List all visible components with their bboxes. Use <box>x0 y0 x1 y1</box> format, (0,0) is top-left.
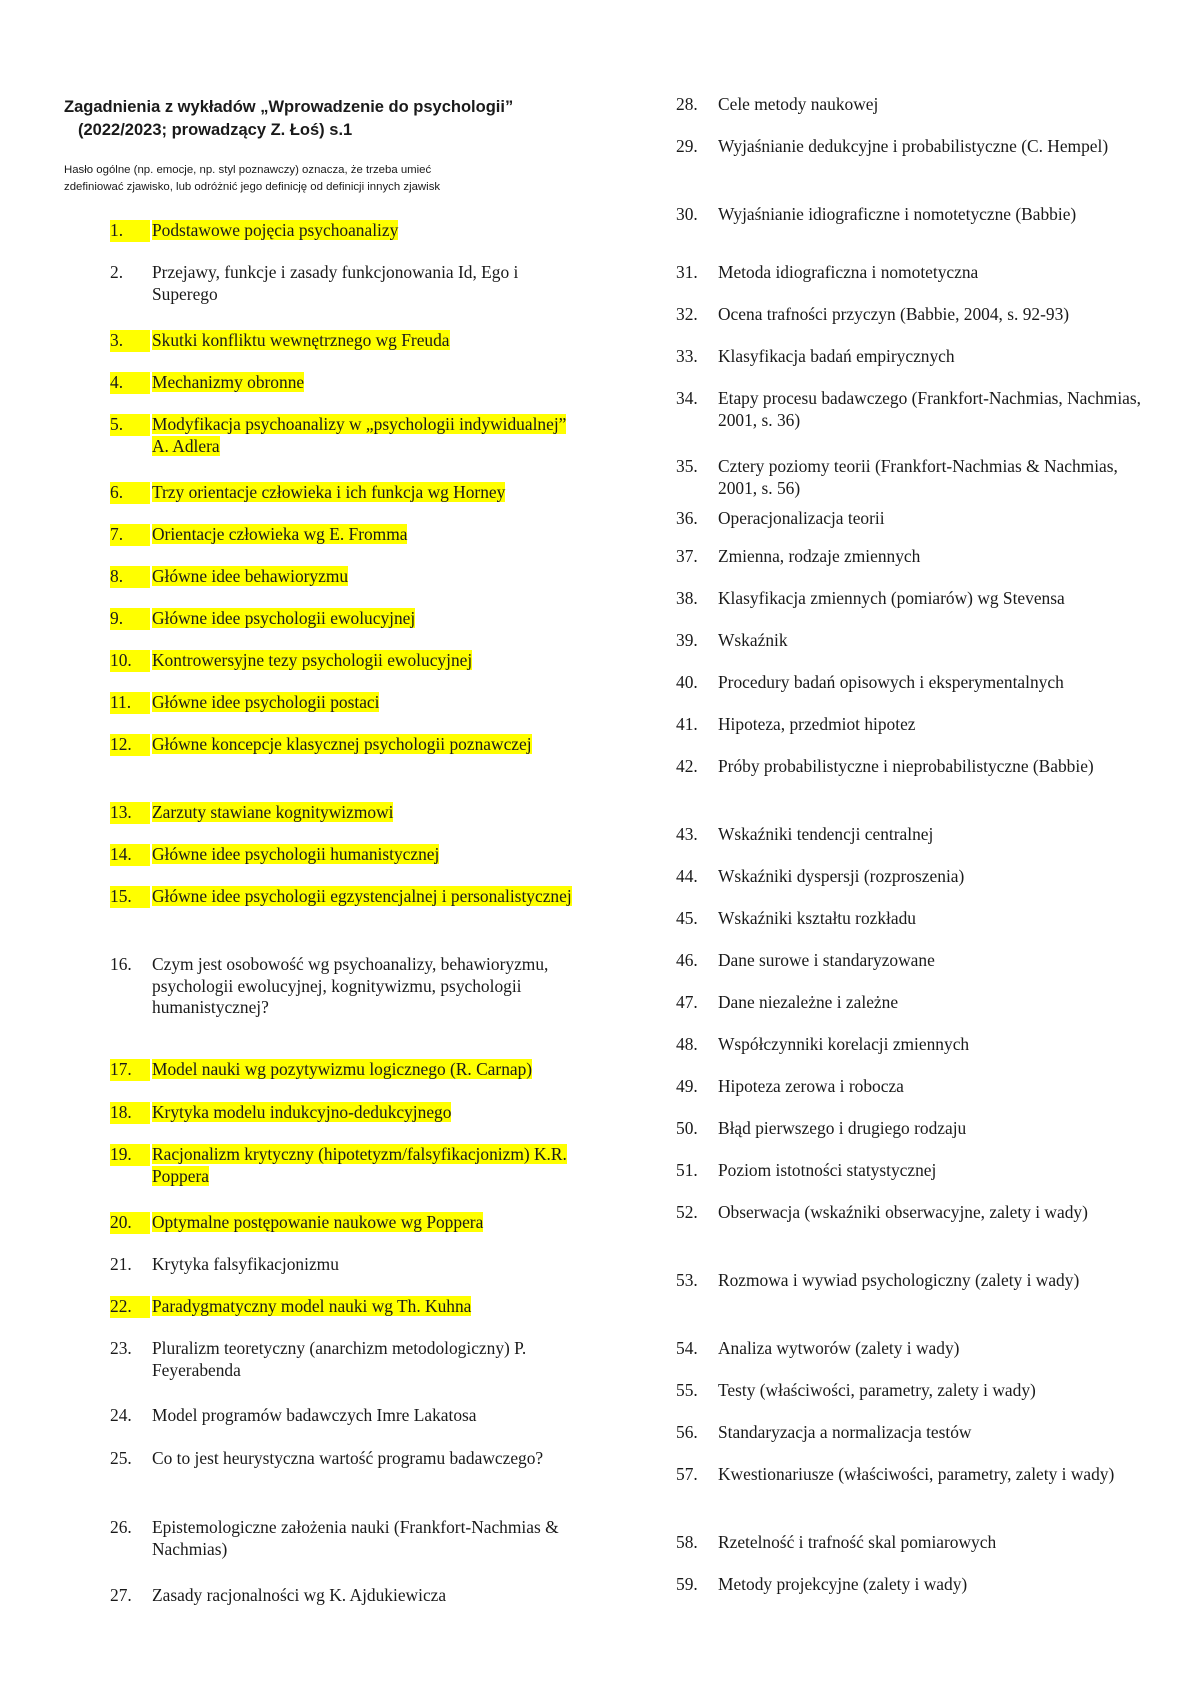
topic-number: 37. <box>676 546 698 566</box>
topic-text: Klasyfikacja zmiennych (pomiarów) wg Stevensa <box>718 588 1065 608</box>
topic-item <box>676 1160 1146 1182</box>
topic-number: 42. <box>676 756 698 776</box>
topic-number: 57. <box>676 1464 698 1484</box>
topic-number: 6. <box>110 482 150 504</box>
topic-number: 13. <box>110 802 150 824</box>
topic-item <box>676 136 1146 158</box>
topic-item <box>110 1144 580 1187</box>
topic-item <box>110 1296 580 1318</box>
topic-item <box>676 1422 1146 1444</box>
topic-item <box>110 482 580 504</box>
topic-text: Pluralizm teoretyczny (anarchizm metodologiczny) P. Feyerabenda <box>152 1338 527 1380</box>
topic-text: Orientacje człowieka wg E. Fromma <box>152 524 408 544</box>
topic-text: Model programów badawczych Imre Lakatosa <box>152 1405 477 1425</box>
document-header <box>64 96 604 196</box>
topic-number: 44. <box>676 866 698 886</box>
topic-text: Epistemologiczne założenia nauki (Frankfort-Nachmias & Nachmias) <box>152 1517 559 1559</box>
topic-text: Modyfikacja psychoanalizy w „psychologii indywidualnej” A. Adlera <box>152 414 567 456</box>
topic-text: Testy (właściwości, parametry, zalety i wady) <box>718 1380 1036 1400</box>
topic-text: Zmienna, rodzaje zmiennych <box>718 546 921 566</box>
topic-number: 10. <box>110 650 150 672</box>
topic-text: Hipoteza zerowa i robocza <box>718 1076 904 1096</box>
topic-item <box>110 372 580 394</box>
topic-number: 19. <box>110 1144 150 1166</box>
topic-text: Paradygmatyczny model nauki wg Th. Kuhna <box>152 1296 472 1316</box>
topic-text: Ocena trafności przyczyn (Babbie, 2004, s. 92-93) <box>718 304 1070 324</box>
topic-item <box>676 456 1146 499</box>
topic-text: Metoda idiograficzna i nomotetyczna <box>718 262 979 282</box>
topic-item <box>676 908 1146 930</box>
topic-text: Model nauki wg pozytywizmu logicznego (R. Carnap) <box>152 1059 533 1079</box>
topic-number: 29. <box>676 136 698 156</box>
topic-item <box>110 734 580 756</box>
topic-number: 41. <box>676 714 698 734</box>
topic-text: Optymalne postępowanie naukowe wg Poppera <box>152 1212 484 1232</box>
topic-number: 21. <box>110 1254 132 1274</box>
topic-number: 32. <box>676 304 698 324</box>
topic-text: Próby probabilistyczne i nieprobabilistyczne (Babbie) <box>718 756 1094 776</box>
topic-number: 40. <box>676 672 698 692</box>
topic-number: 15. <box>110 886 150 908</box>
topic-text: Krytyka modelu indukcyjno-dedukcyjnego <box>152 1102 452 1122</box>
topic-text: Etapy procesu badawczego (Frankfort-Nachmias, Nachmias, 2001, s. 36) <box>718 388 1142 430</box>
topic-text: Kwestionariusze (właściwości, parametry, zalety i wady) <box>718 1464 1115 1484</box>
topic-number: 38. <box>676 588 698 608</box>
general-note-line1: Hasło ogólne (np. emocje, np. styl poznawczy) oznacza, że trzeba umieć <box>64 164 432 176</box>
topic-text: Metody projekcyjne (zalety i wady) <box>718 1574 968 1594</box>
topic-number: 24. <box>110 1405 132 1425</box>
topic-text: Wyjaśnianie idiograficzne i nomotetyczne (Babbie) <box>718 204 1077 224</box>
topic-item <box>676 1338 1146 1360</box>
topic-item <box>110 1448 580 1470</box>
document-title-line1: Zagadnienia z wykładów „Wprowadzenie do psychologii” <box>64 98 514 116</box>
topic-number: 2. <box>110 262 124 282</box>
topic-text: Wskaźnik <box>718 630 788 650</box>
topic-text: Główne idee psychologii egzystencjalnej i personalistycznej <box>152 886 572 906</box>
topic-number: 33. <box>676 346 698 366</box>
topic-item <box>110 1517 580 1560</box>
topic-text: Zasady racjonalności wg K. Ajdukiewicza <box>152 1585 447 1605</box>
topic-text: Wyjaśnianie dedukcyjne i probabilistyczne (C. Hempel) <box>718 136 1109 156</box>
topic-number: 51. <box>676 1160 698 1180</box>
general-note-line2: zdefiniować zjawisko, lub odróżnić jego definicję od definicji innych zjawisk <box>64 181 441 193</box>
topic-number: 56. <box>676 1422 698 1442</box>
topic-item <box>110 886 580 908</box>
topic-item <box>676 304 1146 326</box>
topic-number: 48. <box>676 1034 698 1054</box>
topic-item <box>110 262 580 305</box>
topic-text: Racjonalizm krytyczny (hipotetyzm/falsyfikacjonizm) K.R. Poppera <box>152 1144 567 1186</box>
topic-item <box>110 1254 580 1276</box>
topic-text: Hipoteza, przedmiot hipotez <box>718 714 916 734</box>
topic-text: Zarzuty stawiane kognitywizmowi <box>152 802 394 822</box>
topic-item <box>676 262 1146 284</box>
topic-item <box>110 1405 580 1427</box>
topic-number: 11. <box>110 692 150 714</box>
topic-text: Poziom istotności statystycznej <box>718 1160 937 1180</box>
topic-item <box>676 1532 1146 1554</box>
topic-number: 5. <box>110 414 150 436</box>
topic-text: Czym jest osobowość wg psychoanalizy, behawioryzmu, psychologii ewolucyjnej, kognitywizmu, psychologii humanistycznej? <box>152 954 549 1017</box>
topic-text: Główne koncepcje klasycznej psychologii poznawczej <box>152 734 532 754</box>
topic-item <box>110 220 580 242</box>
topic-number: 58. <box>676 1532 698 1552</box>
general-note <box>64 162 604 196</box>
topic-item <box>676 756 1146 778</box>
topic-item <box>110 1102 580 1124</box>
topic-item <box>676 204 1146 226</box>
topic-text: Obserwacja (wskaźniki obserwacyjne, zalety i wady) <box>718 1202 1088 1222</box>
topic-text: Krytyka falsyfikacjonizmu <box>152 1254 339 1274</box>
topic-item <box>676 388 1146 431</box>
topic-text: Operacjonalizacja teorii <box>718 508 885 528</box>
topic-number: 55. <box>676 1380 698 1400</box>
topic-text: Rzetelność i trafność skal pomiarowych <box>718 1532 997 1552</box>
topic-number: 31. <box>676 262 698 282</box>
topic-item <box>110 566 580 588</box>
topic-number: 46. <box>676 950 698 970</box>
topic-number: 59. <box>676 1574 698 1594</box>
topic-item <box>110 802 580 824</box>
topic-text: Skutki konfliktu wewnętrznego wg Freuda <box>152 330 450 350</box>
topic-number: 17. <box>110 1059 150 1081</box>
topic-item <box>676 1574 1146 1596</box>
topic-number: 26. <box>110 1517 132 1537</box>
topic-number: 54. <box>676 1338 698 1358</box>
topic-item <box>676 866 1146 888</box>
topic-item <box>110 524 580 546</box>
topic-number: 28. <box>676 94 698 114</box>
topic-item <box>676 546 1146 568</box>
topic-item <box>110 608 580 630</box>
topic-text: Klasyfikacja badań empirycznych <box>718 346 955 366</box>
topic-text: Procedury badań opisowych i eksperymentalnych <box>718 672 1064 692</box>
topic-text: Trzy orientacje człowieka i ich funkcja wg Horney <box>152 482 506 502</box>
topic-text: Błąd pierwszego i drugiego rodzaju <box>718 1118 967 1138</box>
topic-item <box>110 954 580 1019</box>
topic-number: 49. <box>676 1076 698 1096</box>
topic-text: Standaryzacja a normalizacja testów <box>718 1422 972 1442</box>
topic-number: 22. <box>110 1296 150 1318</box>
topic-number: 14. <box>110 844 150 866</box>
topic-item <box>676 1380 1146 1402</box>
topic-item <box>676 588 1146 610</box>
topic-text: Rozmowa i wywiad psychologiczny (zalety i wady) <box>718 1270 1080 1290</box>
topic-item <box>676 508 1146 530</box>
topic-number: 4. <box>110 372 150 394</box>
topic-item <box>110 692 580 714</box>
topic-number: 23. <box>110 1338 132 1358</box>
topic-item <box>110 330 580 352</box>
topic-text: Cztery poziomy teorii (Frankfort-Nachmias & Nachmias, 2001, s. 56) <box>718 456 1118 498</box>
topic-number: 8. <box>110 566 150 588</box>
topic-text: Główne idee behawioryzmu <box>152 566 349 586</box>
topic-item <box>110 1338 580 1381</box>
topic-text: Analiza wytworów (zalety i wady) <box>718 1338 960 1358</box>
topic-number: 53. <box>676 1270 698 1290</box>
topic-text: Dane surowe i standaryzowane <box>718 950 935 970</box>
topic-number: 52. <box>676 1202 698 1222</box>
topic-number: 25. <box>110 1448 132 1468</box>
topic-text: Wskaźniki dyspersji (rozproszenia) <box>718 866 965 886</box>
topic-text: Kontrowersyjne tezy psychologii ewolucyjnej <box>152 650 473 670</box>
topic-number: 1. <box>110 220 150 242</box>
topic-number: 27. <box>110 1585 132 1605</box>
topic-number: 30. <box>676 204 698 224</box>
topic-text: Główne idee psychologii ewolucyjnej <box>152 608 416 628</box>
topic-item <box>676 992 1146 1014</box>
topic-item <box>676 1464 1146 1486</box>
topic-number: 18. <box>110 1102 150 1124</box>
topic-item <box>110 1212 580 1234</box>
topic-number: 9. <box>110 608 150 630</box>
topic-item <box>676 1076 1146 1098</box>
topic-item <box>676 1034 1146 1056</box>
topic-text: Cele metody naukowej <box>718 94 879 114</box>
topic-item <box>676 714 1146 736</box>
topic-text: Główne idee psychologii humanistycznej <box>152 844 440 864</box>
topic-item <box>110 1585 580 1607</box>
topic-number: 39. <box>676 630 698 650</box>
topic-number: 3. <box>110 330 150 352</box>
topic-item <box>110 650 580 672</box>
topic-number: 47. <box>676 992 698 1012</box>
topic-text: Główne idee psychologii postaci <box>152 692 380 712</box>
topic-item <box>676 824 1146 846</box>
topic-number: 7. <box>110 524 150 546</box>
document-title-line2: (2022/2023; prowadzący Z. Łoś) s.1 <box>78 121 353 139</box>
topic-number: 34. <box>676 388 698 408</box>
topic-text: Wskaźniki tendencji centralnej <box>718 824 934 844</box>
topic-number: 20. <box>110 1212 150 1234</box>
topic-number: 36. <box>676 508 698 528</box>
topic-item <box>110 844 580 866</box>
topic-number: 45. <box>676 908 698 928</box>
topic-number: 50. <box>676 1118 698 1138</box>
topic-item <box>110 414 580 457</box>
topic-text: Wskaźniki kształtu rozkładu <box>718 908 916 928</box>
topic-text: Przejawy, funkcje i zasady funkcjonowania Id, Ego i Superego <box>152 262 519 304</box>
topic-text: Co to jest heurystyczna wartość programu badawczego? <box>152 1448 544 1468</box>
topic-item <box>676 94 1146 116</box>
topic-number: 43. <box>676 824 698 844</box>
topic-text: Współczynniki korelacji zmiennych <box>718 1034 970 1054</box>
topic-number: 16. <box>110 954 132 974</box>
topic-text: Dane niezależne i zależne <box>718 992 899 1012</box>
topic-item <box>676 1202 1146 1224</box>
topic-text: Mechanizmy obronne <box>152 372 305 392</box>
topic-number: 35. <box>676 456 698 476</box>
topic-item <box>676 1118 1146 1140</box>
topic-item <box>676 346 1146 368</box>
topic-item <box>676 630 1146 652</box>
topic-item <box>676 1270 1146 1292</box>
topic-number: 12. <box>110 734 150 756</box>
topic-item <box>676 672 1146 694</box>
topic-text: Podstawowe pojęcia psychoanalizy <box>152 220 399 240</box>
topic-item <box>110 1059 580 1081</box>
topic-item <box>676 950 1146 972</box>
